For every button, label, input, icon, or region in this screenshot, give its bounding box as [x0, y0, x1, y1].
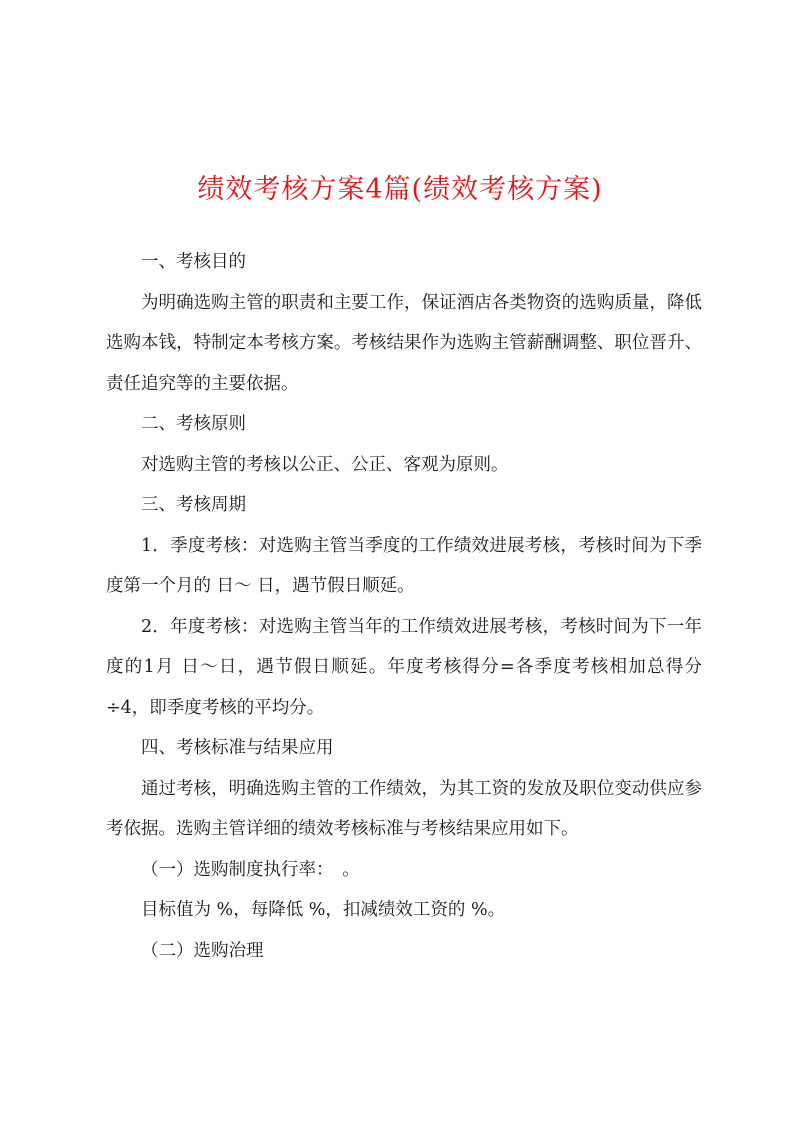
- paragraph-target-value: 目标值为 %，每降低 %，扣减绩效工资的 %。: [141, 900, 506, 920]
- subsection-heading-procurement-management: （二）选购治理: [141, 940, 264, 961]
- paragraph-annual-review: 2．年度考核：对选购主管当年的工作绩效进展考核，考核时间为下一年度的1月 日～日，遇节假日顺延。年度考核得分=各季度考核相加总得分÷4，即季度考核的平均分。: [106, 616, 702, 718]
- document-body: [106, 242, 702, 971]
- section-heading-standards: 四、考核标准与结果应用: [141, 738, 334, 758]
- section-heading-cycle: 三、考核周期: [141, 495, 246, 515]
- paragraph-quarterly-review: 1．季度考核：对选购主管当季度的工作绩效进展考核，考核时间为下季度第一个月的 日～ 日，遇节假日顺延。: [106, 535, 702, 596]
- paragraph-standards: 通过考核，明确选购主管的工作绩效，为其工资的发放及职位变动供应参考依据。选购主管详细的绩效考核标准与考核结果应用如下。: [106, 778, 702, 839]
- subsection-heading-execution-rate: （一）选购制度执行率： 。: [141, 859, 360, 880]
- document-title: 绩效考核方案4篇(绩效考核方案): [197, 174, 603, 205]
- paragraph-principle: 对选购主管的考核以公正、公正、客观为原则。: [141, 454, 509, 475]
- section-heading-principle: 二、考核原则: [141, 414, 246, 434]
- section-heading-purpose: 一、考核目的: [141, 252, 246, 272]
- paragraph-purpose: 为明确选购主管的职责和主要工作，保证酒店各类物资的选购质量，降低选购本钱，特制定本考核方案。考核结果作为选购主管薪酬调整、职位晋升、责任追究等的主要依据。: [106, 292, 702, 394]
